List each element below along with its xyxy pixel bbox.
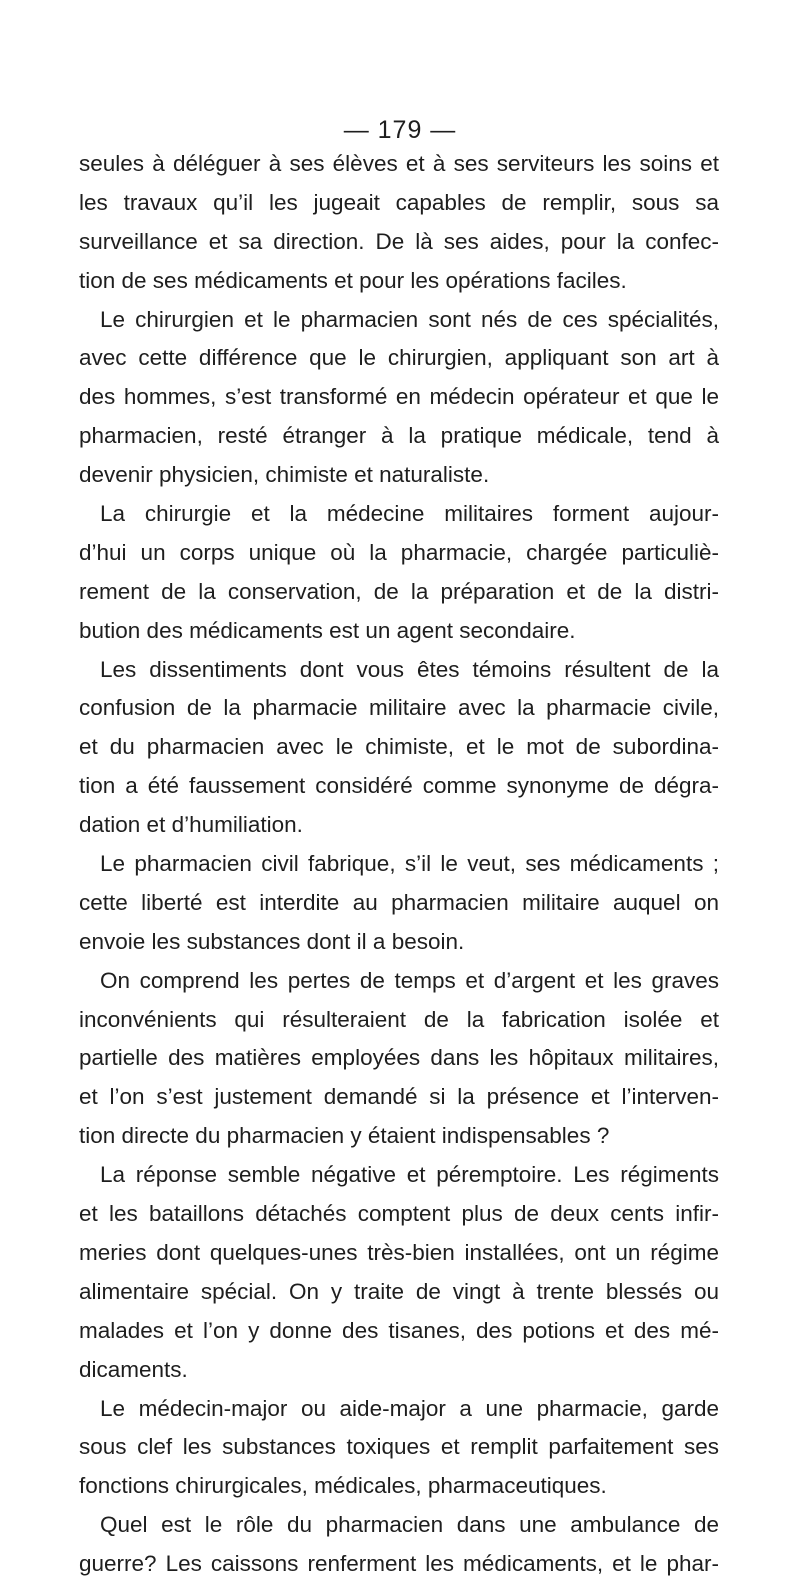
paragraph-first-line: La réponse semble négative et péremptoire. Les régiments	[100, 1162, 719, 1188]
text-line: sous clef les substances toxiques et remplit parfaitement ses	[79, 1434, 719, 1460]
text-line: inconvénients qui résulteraient de la fabrication isolée et	[79, 1006, 719, 1032]
text-line: tion de ses médicaments et pour les opérations faciles.	[79, 267, 627, 293]
text-line: partielle des matières employées dans les hôpitaux militaires,	[79, 1045, 719, 1071]
text-line: devenir physicien, chimiste et naturaliste.	[79, 462, 490, 488]
text-line: bution des médicaments est un agent secondaire.	[79, 617, 576, 643]
text-line: avec cette différence que le chirurgien, appliquant son art à	[79, 345, 719, 371]
paragraph-first-line: Les dissentiments dont vous êtes témoins résultent de la	[100, 656, 719, 682]
text-line: et les bataillons détachés comptent plus de deux cents infir-	[79, 1201, 719, 1227]
text-line: d’hui un corps unique où la pharmacie, chargée particuliè-	[79, 539, 719, 565]
text-line: et du pharmacien avec le chimiste, et le mot de subordina-	[79, 734, 719, 760]
text-line: malades et l’on y donne des tisanes, des potions et des mé-	[79, 1317, 719, 1343]
paragraph-first-line: Le médecin-major ou aide-major a une pharmacie, garde	[100, 1395, 719, 1421]
paragraph-first-line: Le pharmacien civil fabrique, s’il le veut, ses médicaments ;	[100, 851, 719, 877]
paragraph-first-line: Quel est le rôle du pharmacien dans une ambulance de	[100, 1512, 719, 1538]
text-line: envoie les substances dont il a besoin.	[79, 928, 465, 954]
paragraph-first-line: Le chirurgien et le pharmacien sont nés de ces spécialités,	[100, 306, 719, 332]
page-number: — 179 —	[343, 116, 457, 144]
text-line: les travaux qu’il les jugeait capables de remplir, sous sa	[79, 189, 719, 215]
text-line: des hommes, s’est transformé en médecin opérateur et que le	[79, 384, 719, 410]
text-line: dicaments.	[79, 1356, 188, 1382]
text-line: tion directe du pharmacien y étaient indispensables ?	[79, 1123, 610, 1149]
text-line: alimentaire spécial. On y traite de vingt à trente blessés ou	[79, 1278, 719, 1304]
paragraph-first-line: On comprend les pertes de temps et d’argent et les graves	[100, 967, 719, 993]
paragraph-first-line: La chirurgie et la médecine militaires forment aujour-	[100, 501, 719, 527]
body-text	[79, 145, 719, 1584]
text-line: confusion de la pharmacie militaire avec la pharmacie civile,	[79, 695, 719, 721]
text-line: rement de la conservation, de la préparation et de la distri-	[79, 578, 719, 604]
text-line: meries dont quelques-unes très-bien installées, ont un régime	[79, 1239, 719, 1265]
text-line: seules à déléguer à ses élèves et à ses serviteurs les soins et	[79, 151, 719, 176]
text-line: dation et d’humiliation.	[79, 812, 303, 838]
text-line: tion a été faussement considéré comme synonyme de dégra-	[79, 773, 719, 799]
text-line: guerre? Les caissons renferment les médicaments, et le phar-	[79, 1551, 719, 1577]
text-line: cette liberté est interdite au pharmacien militaire auquel on	[79, 889, 719, 915]
text-line: fonctions chirurgicales, médicales, pharmaceutiques.	[79, 1473, 607, 1499]
text-line: pharmacien, resté étranger à la pratique médicale, tend à	[79, 423, 719, 449]
text-line: et l’on s’est justement demandé si la présence et l’interven-	[79, 1084, 719, 1110]
text-line: surveillance et sa direction. De là ses aides, pour la confec-	[79, 228, 719, 254]
